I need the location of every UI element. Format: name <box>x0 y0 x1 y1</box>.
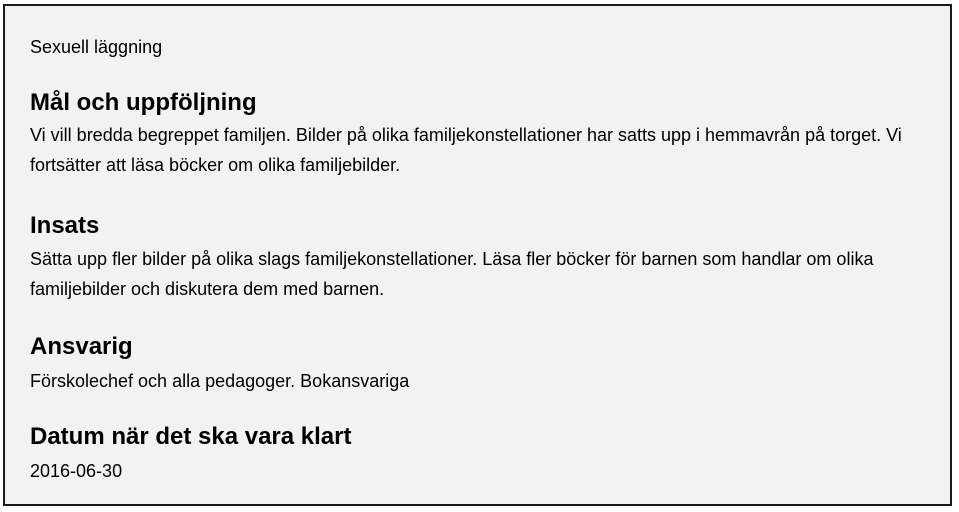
action-heading: Insats <box>30 212 100 239</box>
document-box <box>3 4 952 506</box>
responsible-text: Förskolechef och alla pedagoger. Bokansvariga <box>30 371 410 391</box>
goals-text: Vi vill bredda begreppet familjen. Bilder på olika familjekonstellationer har satts upp i hemmavrån på torget. Vi fortsätter att läsa böcker om olika familjebilder. <box>30 125 902 175</box>
deadline-text: 2016-06-30 <box>30 461 123 481</box>
category-label: Sexuell läggning <box>30 37 163 57</box>
goals-heading: Mål och uppföljning <box>30 89 257 116</box>
action-text: Sätta upp fler bilder på olika slags familjekonstellationer. Läsa fler böcker för barnen som handlar om olika familjebilder och diskutera dem med barnen. <box>30 249 874 299</box>
responsible-heading: Ansvarig <box>30 333 133 360</box>
deadline-heading: Datum när det ska vara klart <box>30 423 352 450</box>
